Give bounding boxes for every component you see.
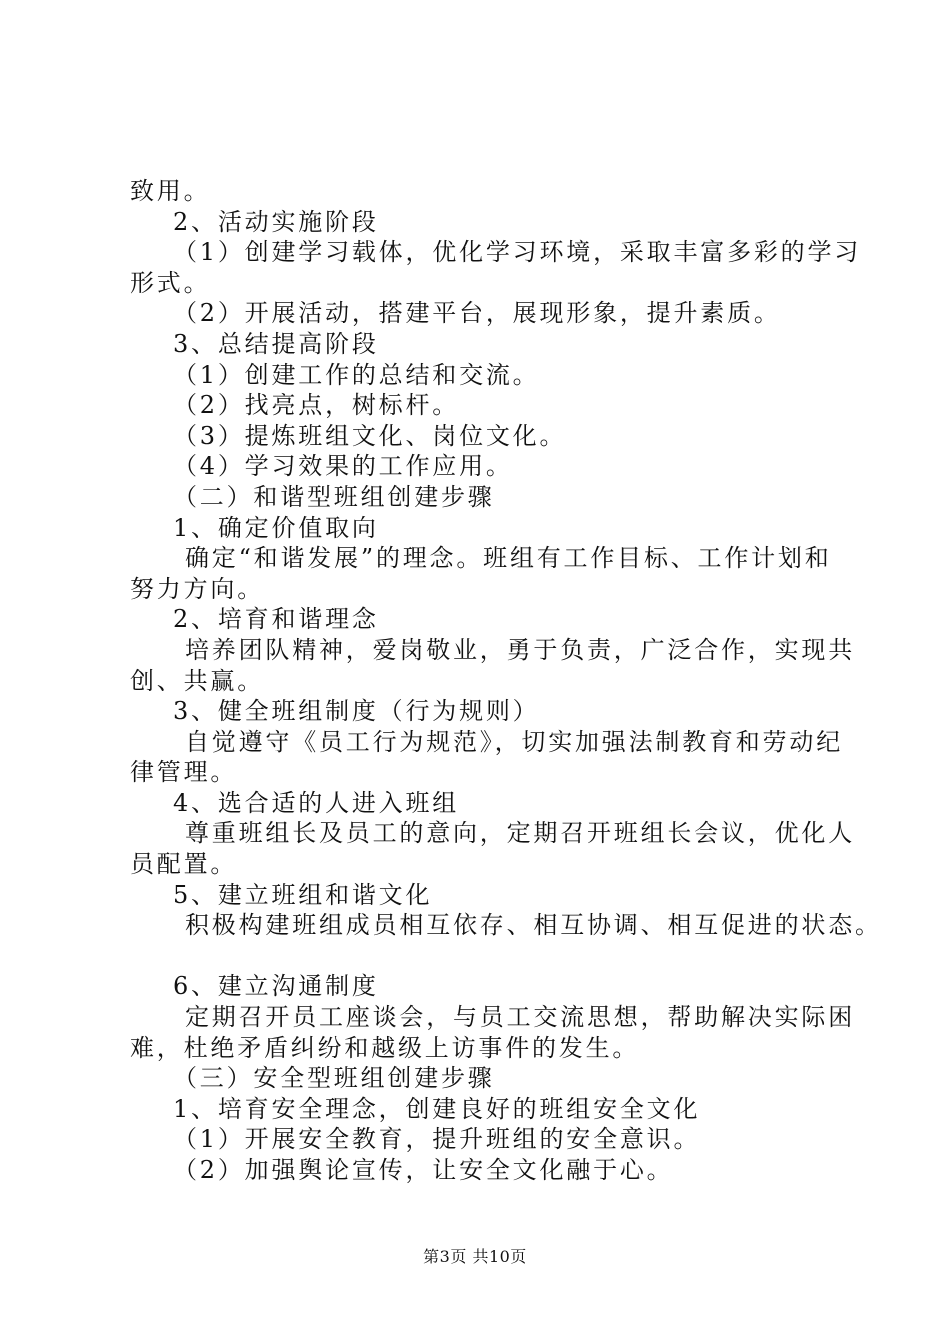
step-heading: 3、健全班组制度（行为规则） [173,697,540,726]
step-heading: 2、活动实施阶段 [173,207,379,236]
text-line: 创、共赢。 [130,666,264,695]
document-body [130,176,882,1186]
text-line: 积极构建班组成员相互依存、相互协调、相互促进的状态。 [185,911,882,940]
text-line: （1）创建工作的总结和交流。 [173,360,540,389]
text-line: （3）提炼班组文化、岗位文化。 [173,421,567,450]
step-heading: 2、培育和谐理念 [173,605,379,634]
text-line: 努力方向。 [130,574,264,603]
step-heading: 5、建立班组和谐文化 [173,880,433,909]
page-footer: 第3页 共10页 [423,1247,527,1266]
text-line: 培养团队精神，爱岗敬业，勇于负责，广泛合作，实现共 [185,635,855,664]
step-heading: 1、确定价值取向 [173,513,379,542]
step-heading: 3、总结提高阶段 [173,329,379,358]
step-heading: 6、建立沟通制度 [173,972,379,1001]
step-heading: 1、培育安全理念，创建良好的班组安全文化 [173,1094,701,1123]
text-line: 难，杜绝矛盾纠纷和越级上访事件的发生。 [130,1033,640,1062]
text-line: 形式。 [130,268,211,297]
section-heading: （二）和谐型班组创建步骤 [173,482,495,511]
text-line: 致用。 [130,177,211,205]
text-line: 确定“和谐发展”的理念。班组有工作目标、工作计划和 [185,544,832,573]
text-line: （1）开展安全教育，提升班组的安全意识。 [173,1125,701,1154]
text-line: （4）学习效果的工作应用。 [173,452,513,481]
text-line: （2）加强舆论宣传，让安全文化融于心。 [173,1156,674,1184]
text-line: 定期召开员工座谈会，与员工交流思想，帮助解决实际困 [185,1003,855,1032]
text-line: （2）开展活动，搭建平台，展现形象，提升素质。 [173,299,781,328]
text-line: 自觉遵守《员工行为规范》，切实加强法制教育和劳动纪 [185,727,843,756]
text-line: 员配置。 [130,850,238,879]
text-line: （2）找亮点，树标杆。 [173,391,460,420]
step-heading: 4、选合适的人进入班组 [173,788,460,817]
text-line: 律管理。 [130,758,238,787]
section-heading: （三）安全型班组创建步骤 [173,1064,495,1093]
text-line: （1）创建学习载体，优化学习环境，采取丰富多彩的学习 [173,238,862,267]
text-line: 尊重班组长及员工的意向，定期召开班组长会议，优化人 [185,819,855,848]
blank-line [130,941,850,972]
